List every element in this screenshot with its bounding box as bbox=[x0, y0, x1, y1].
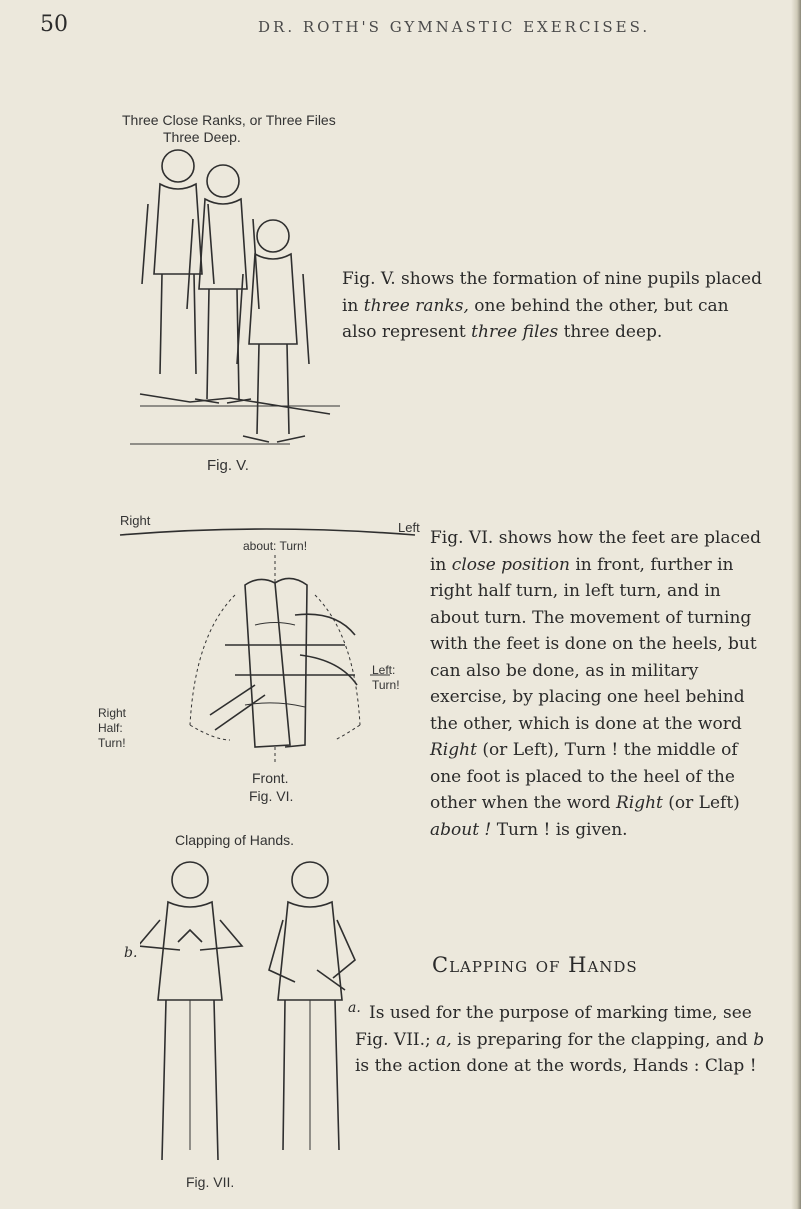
fig6-text-p3: (or Left), Turn ! the middle of one foot is placed to the heel of the other when the word bbox=[430, 740, 738, 813]
fig5-description bbox=[342, 266, 762, 346]
fig6-illustration bbox=[115, 525, 430, 765]
fig6-text-em3: Right bbox=[615, 793, 663, 813]
page-edge bbox=[791, 0, 801, 1209]
fig6-label: Fig. VI. bbox=[249, 788, 294, 804]
fig7-text-p3: is the action done at the words, Hands : Clap ! bbox=[355, 1056, 757, 1076]
fig6-text-em1: close position bbox=[451, 554, 570, 575]
fig6-label-left: Left bbox=[398, 520, 420, 535]
fig6-label-front: Front. bbox=[252, 770, 289, 786]
fig5-label: Fig. V. bbox=[207, 457, 249, 474]
feet-drawing bbox=[210, 578, 357, 747]
fig5-text-em2: three files bbox=[471, 322, 559, 342]
page-number: 50 bbox=[40, 12, 68, 37]
fig7-text-p1: Is used for the purpose of marking time, see Fig. VII.; bbox=[355, 1003, 752, 1050]
figure-b bbox=[140, 862, 242, 1160]
fig5-illustration bbox=[130, 144, 355, 458]
fig6-right-half-line2: Half: bbox=[98, 721, 123, 735]
fig6-text-p2: in front, further in right half turn, in left turn, and in about turn. The movement of turning with the feet is done on the heels, but can also be done, as in military exercise, by placing one heel behind the other, which is done at the word bbox=[430, 554, 757, 734]
fig6-right-half-line1: Right bbox=[98, 706, 127, 720]
fig6-description bbox=[430, 525, 768, 843]
fig7-label-b: b. bbox=[124, 945, 138, 961]
fig7-description bbox=[355, 1000, 770, 1080]
fig5-text-prefix: Fig. V. shows the formation of nine pupils placed in bbox=[342, 269, 762, 316]
figure-a bbox=[269, 862, 355, 1150]
pupil-back-rank bbox=[142, 150, 214, 374]
fig6-text-p1: Fig. VI. shows how the feet are placed in bbox=[430, 528, 761, 575]
fig5-caption-line2: Three Deep. bbox=[163, 129, 241, 145]
fig6-left-turn-line2: Turn! bbox=[372, 678, 400, 692]
fig7-caption: Clapping of Hands. bbox=[175, 832, 295, 848]
fig5-text-em1: three ranks, bbox=[363, 295, 469, 316]
fig6-left-turn-line1: Left: bbox=[372, 663, 396, 677]
fig6-right-half-line3: Turn! bbox=[98, 736, 126, 750]
fig5-caption-line1: Three Close Ranks, or Three Files bbox=[122, 112, 336, 128]
section-heading: Clapping of Hands bbox=[432, 953, 638, 977]
fig5-text-suffix: three deep. bbox=[563, 322, 663, 342]
fig6-label-right: Right bbox=[120, 513, 151, 528]
fig6-text-p5: Turn ! is given. bbox=[496, 819, 628, 840]
fig7-text-em1: a, bbox=[436, 1029, 452, 1050]
fig5-text-mid: one behind the other, but can also represent bbox=[342, 295, 729, 342]
fig6-text-em4: about ! bbox=[430, 819, 492, 840]
fig6-text-p4: (or Left) bbox=[668, 793, 740, 813]
fig7-text-em2: b bbox=[753, 1029, 765, 1050]
fig6-label-about: about: Turn! bbox=[243, 539, 308, 553]
about-turn-bar bbox=[120, 529, 415, 535]
running-head: DR. ROTH'S GYMNASTIC EXERCISES. bbox=[258, 18, 651, 36]
fig6-text-em2: Right bbox=[430, 740, 477, 760]
fig7-label-a: a. bbox=[348, 1000, 361, 1016]
fig7-text-p2: is preparing for the clapping, and bbox=[457, 1029, 748, 1050]
fig7-illustration bbox=[140, 850, 370, 1170]
fig7-label: Fig. VII. bbox=[186, 1174, 235, 1190]
